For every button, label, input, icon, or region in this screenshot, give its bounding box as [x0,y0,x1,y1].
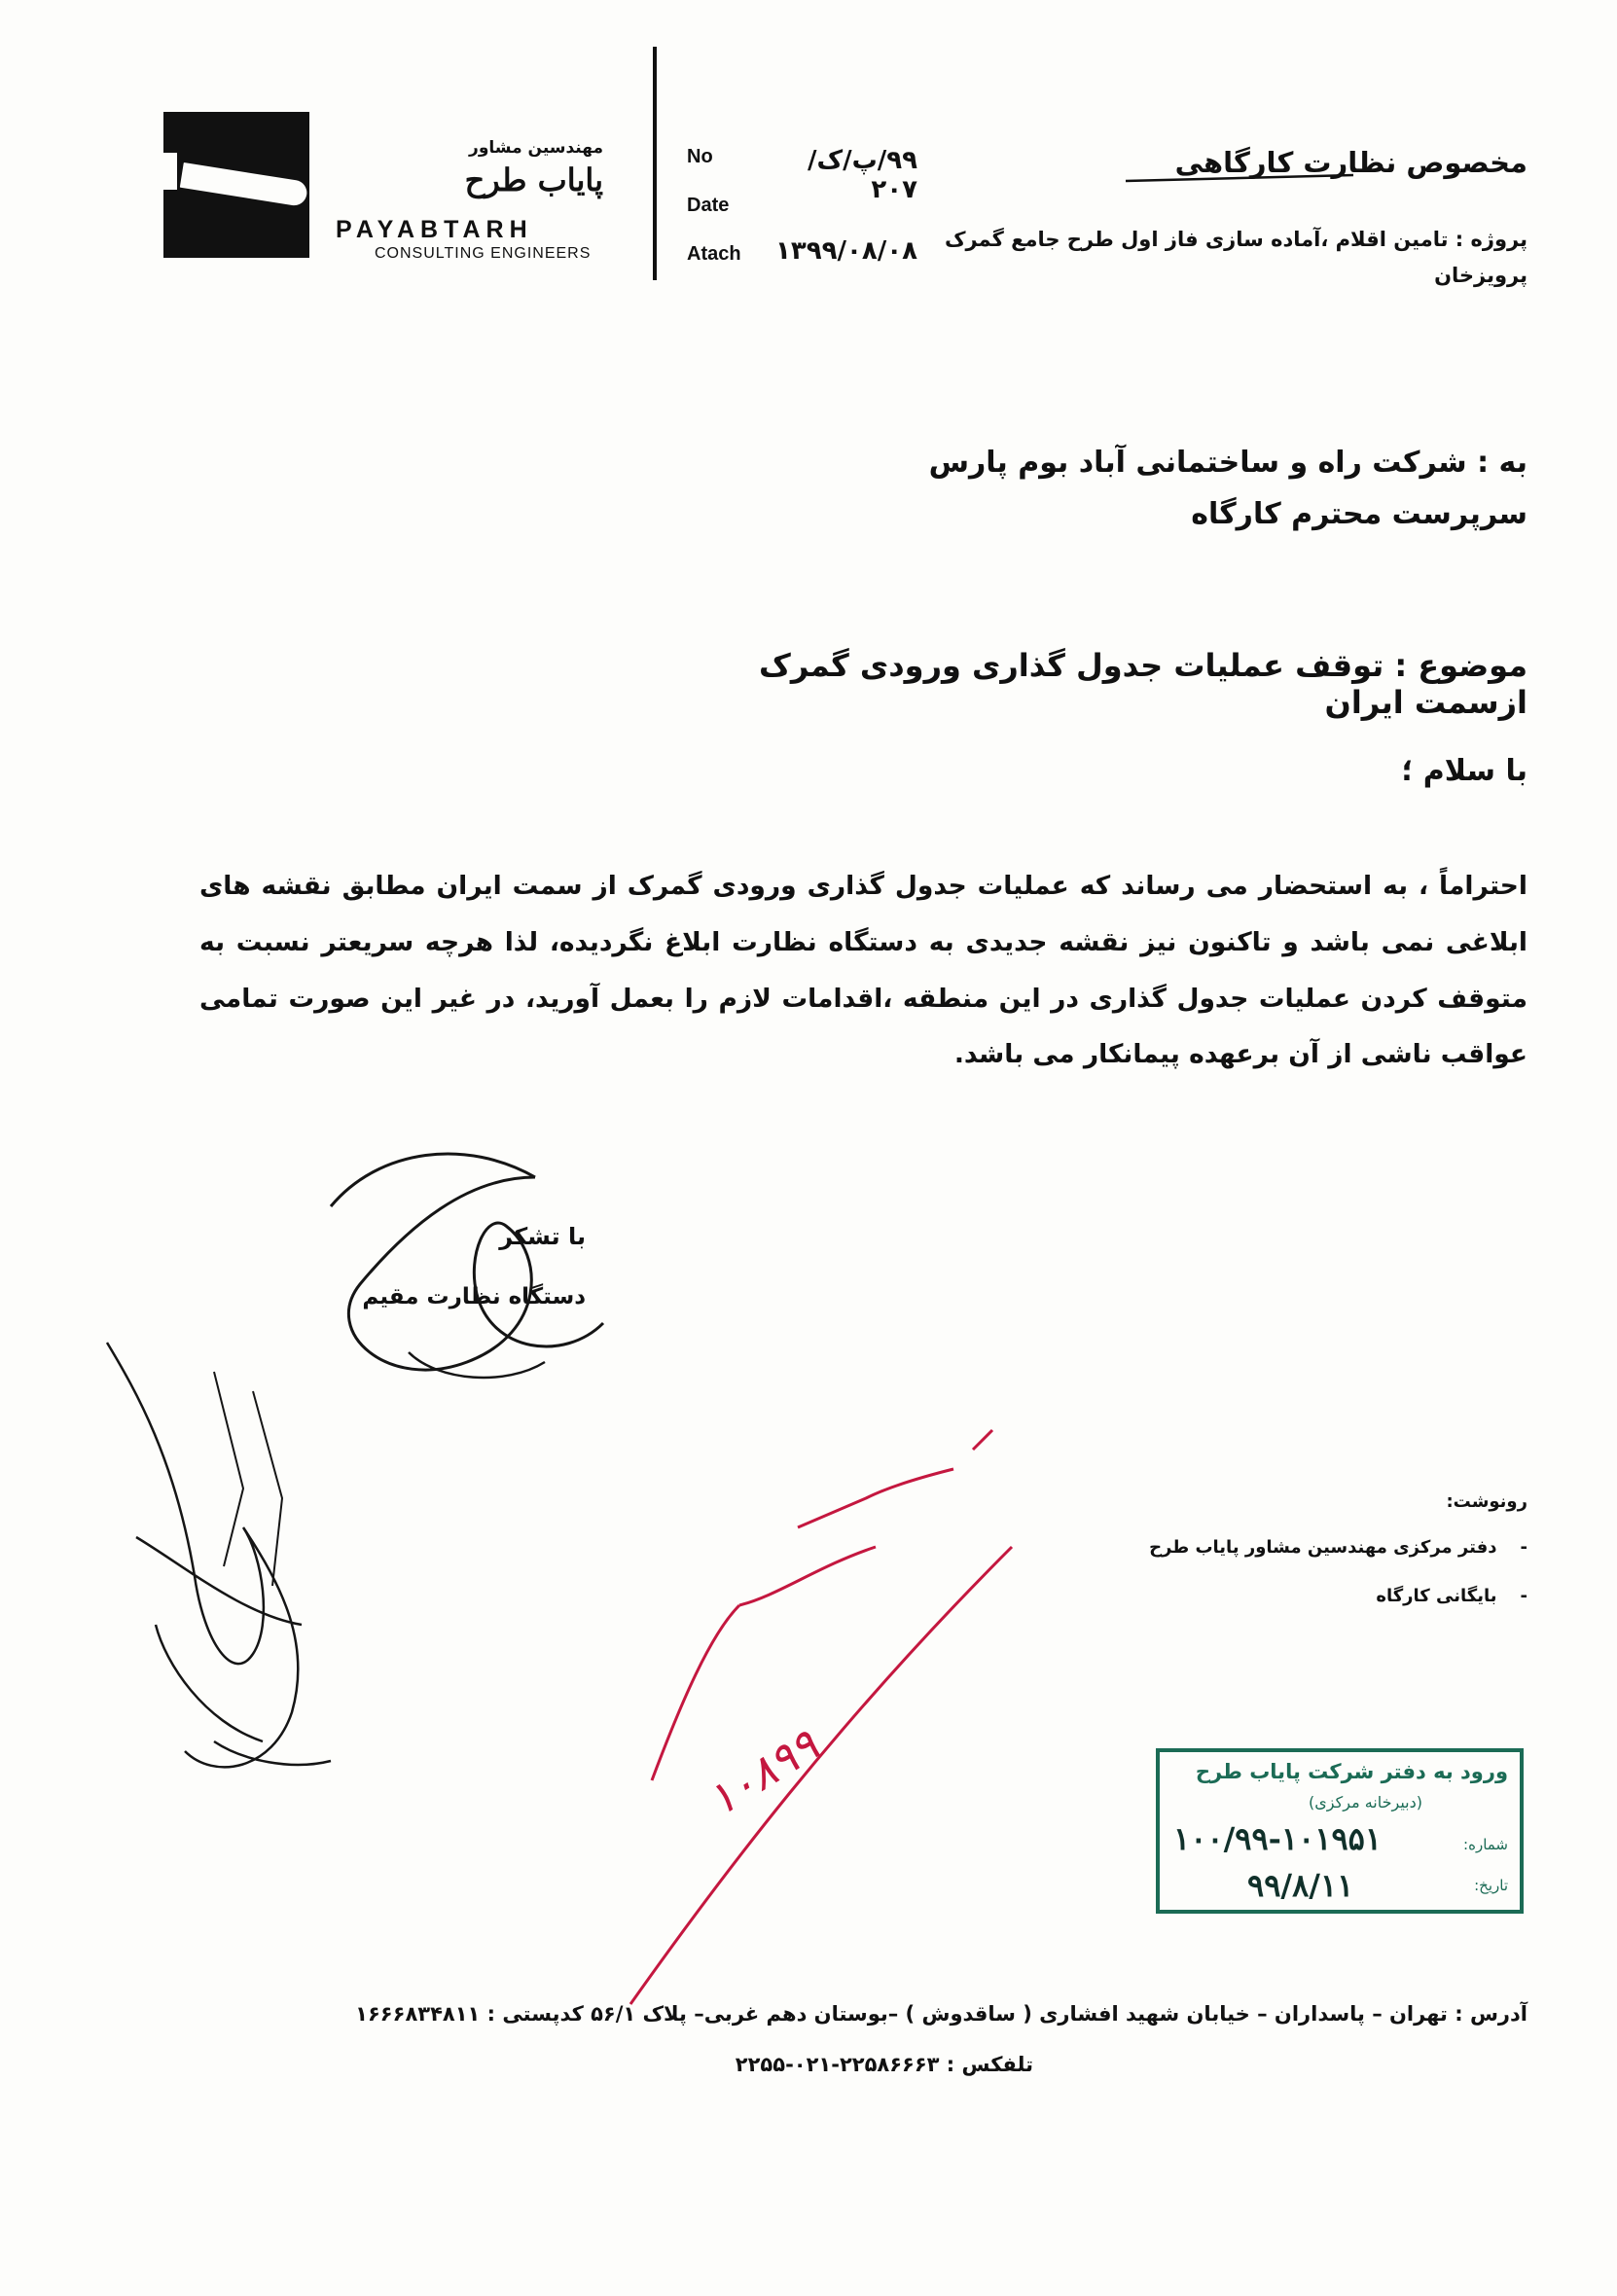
logo-name-fa: پایاب طرح [464,161,603,198]
cc-item [1376,1586,1527,1606]
receipt-stamp [1156,1748,1524,1914]
footer-address: آدرس : تهران – پاسداران – خیابان شهید افشاری ( ساقدوش ) –بوستان دهم غربی– پلاک ۵۶/۱ کدپستی : ۱۶۶۶۸۳۴۸۱۱ [355,2002,1527,2026]
letter-date: ۱۳۹۹/۰۸/۰۸ [775,236,917,266]
cc-bullet: - [1520,1537,1527,1558]
footer-telfax: تلفکس : ۲۲۵۸۶۶۶۳-۰۲۱-۲۲۵۵ [735,2053,1033,2076]
company-logo-mark [163,112,309,258]
cc-item-label: بایگانی کارگاه [1376,1586,1497,1606]
classification-underline [1124,167,1357,187]
classification-heading: مخصوص نظارت کارگاهی [1174,146,1527,179]
signoff-thanks: با تشکر [499,1223,586,1250]
header-divider [653,47,657,280]
cc-item-label: دفتر مرکزی مهندسین مشاور پایاب طرح [1149,1537,1497,1558]
cc-item [1149,1537,1527,1558]
letter-body: احتراماً ، به استحضار می رساند که عملیات جدول گذاری ورودی گمرک از سمت ایران مطابق نقشه های ابلاغی نمی باشد و تاکنون نیز نقشه جدیدی به دستگاه نظارت ابلاغ نگردیده، لذا هرچه سریعتر نسبت به متوقف کردن عملیات جدول گذاری در این منطقه ،اقدامات لازم را بعمل آورید، در غیر این صورت تمامی عواقب ناشی از آن برعهده پیمانکار می باشد. [199,871,1527,1070]
date-label: Date [687,195,730,216]
recipient-block [846,438,1527,540]
number-label: No [687,146,713,167]
logo-name-en: PAYABTARH [336,216,533,243]
cc-bullet: - [1520,1586,1527,1606]
logo-subtitle-fa: مهندسین مشاور [469,138,603,158]
recipient-attention: سرپرست محترم کارگاه [1191,496,1527,531]
signoff-signatory: دستگاه نظارت مقیم [362,1284,586,1309]
cc-title: رونوشت: [1446,1491,1527,1512]
handwritten-number: ۱۰۸۹۹ [698,1718,828,1827]
letter-number: ۹۹/پ/ک/۲۰۷ [808,146,917,204]
recipient-to: به : شرکت راه و ساختمانی آباد بوم پارس [928,446,1527,480]
logo-tagline-en: CONSULTING ENGINEERS [375,245,592,262]
stamp-date-label: تاریخ: [1474,1877,1508,1894]
handwritten-red-note [623,1411,1070,2014]
greeting: با سلام ؛ [1401,754,1527,788]
stamp-date: ۹۹/۸/۱۱ [1247,1867,1354,1904]
attach-label: Atach [687,243,741,265]
stamp-title: ورود به دفتر شرکت پایاب طرح [1195,1760,1508,1783]
stamp-number-label: شماره: [1463,1836,1508,1853]
signature-scribble [97,1333,350,1800]
subject-line: موضوع : توقف عملیات جدول گذاری ورودی گمرک ازسمت ایران [759,647,1527,721]
project-line: پروژه : تامین اقلام ،آماده سازی فاز اول طرح جامع گمرک پرویزخان [944,228,1527,287]
stamp-number: ۱۰۰/۹۹-۱۰۱۹۵۱ [1173,1820,1383,1857]
stamp-subtitle: (دبیرخانه مرکزی) [1309,1793,1422,1812]
